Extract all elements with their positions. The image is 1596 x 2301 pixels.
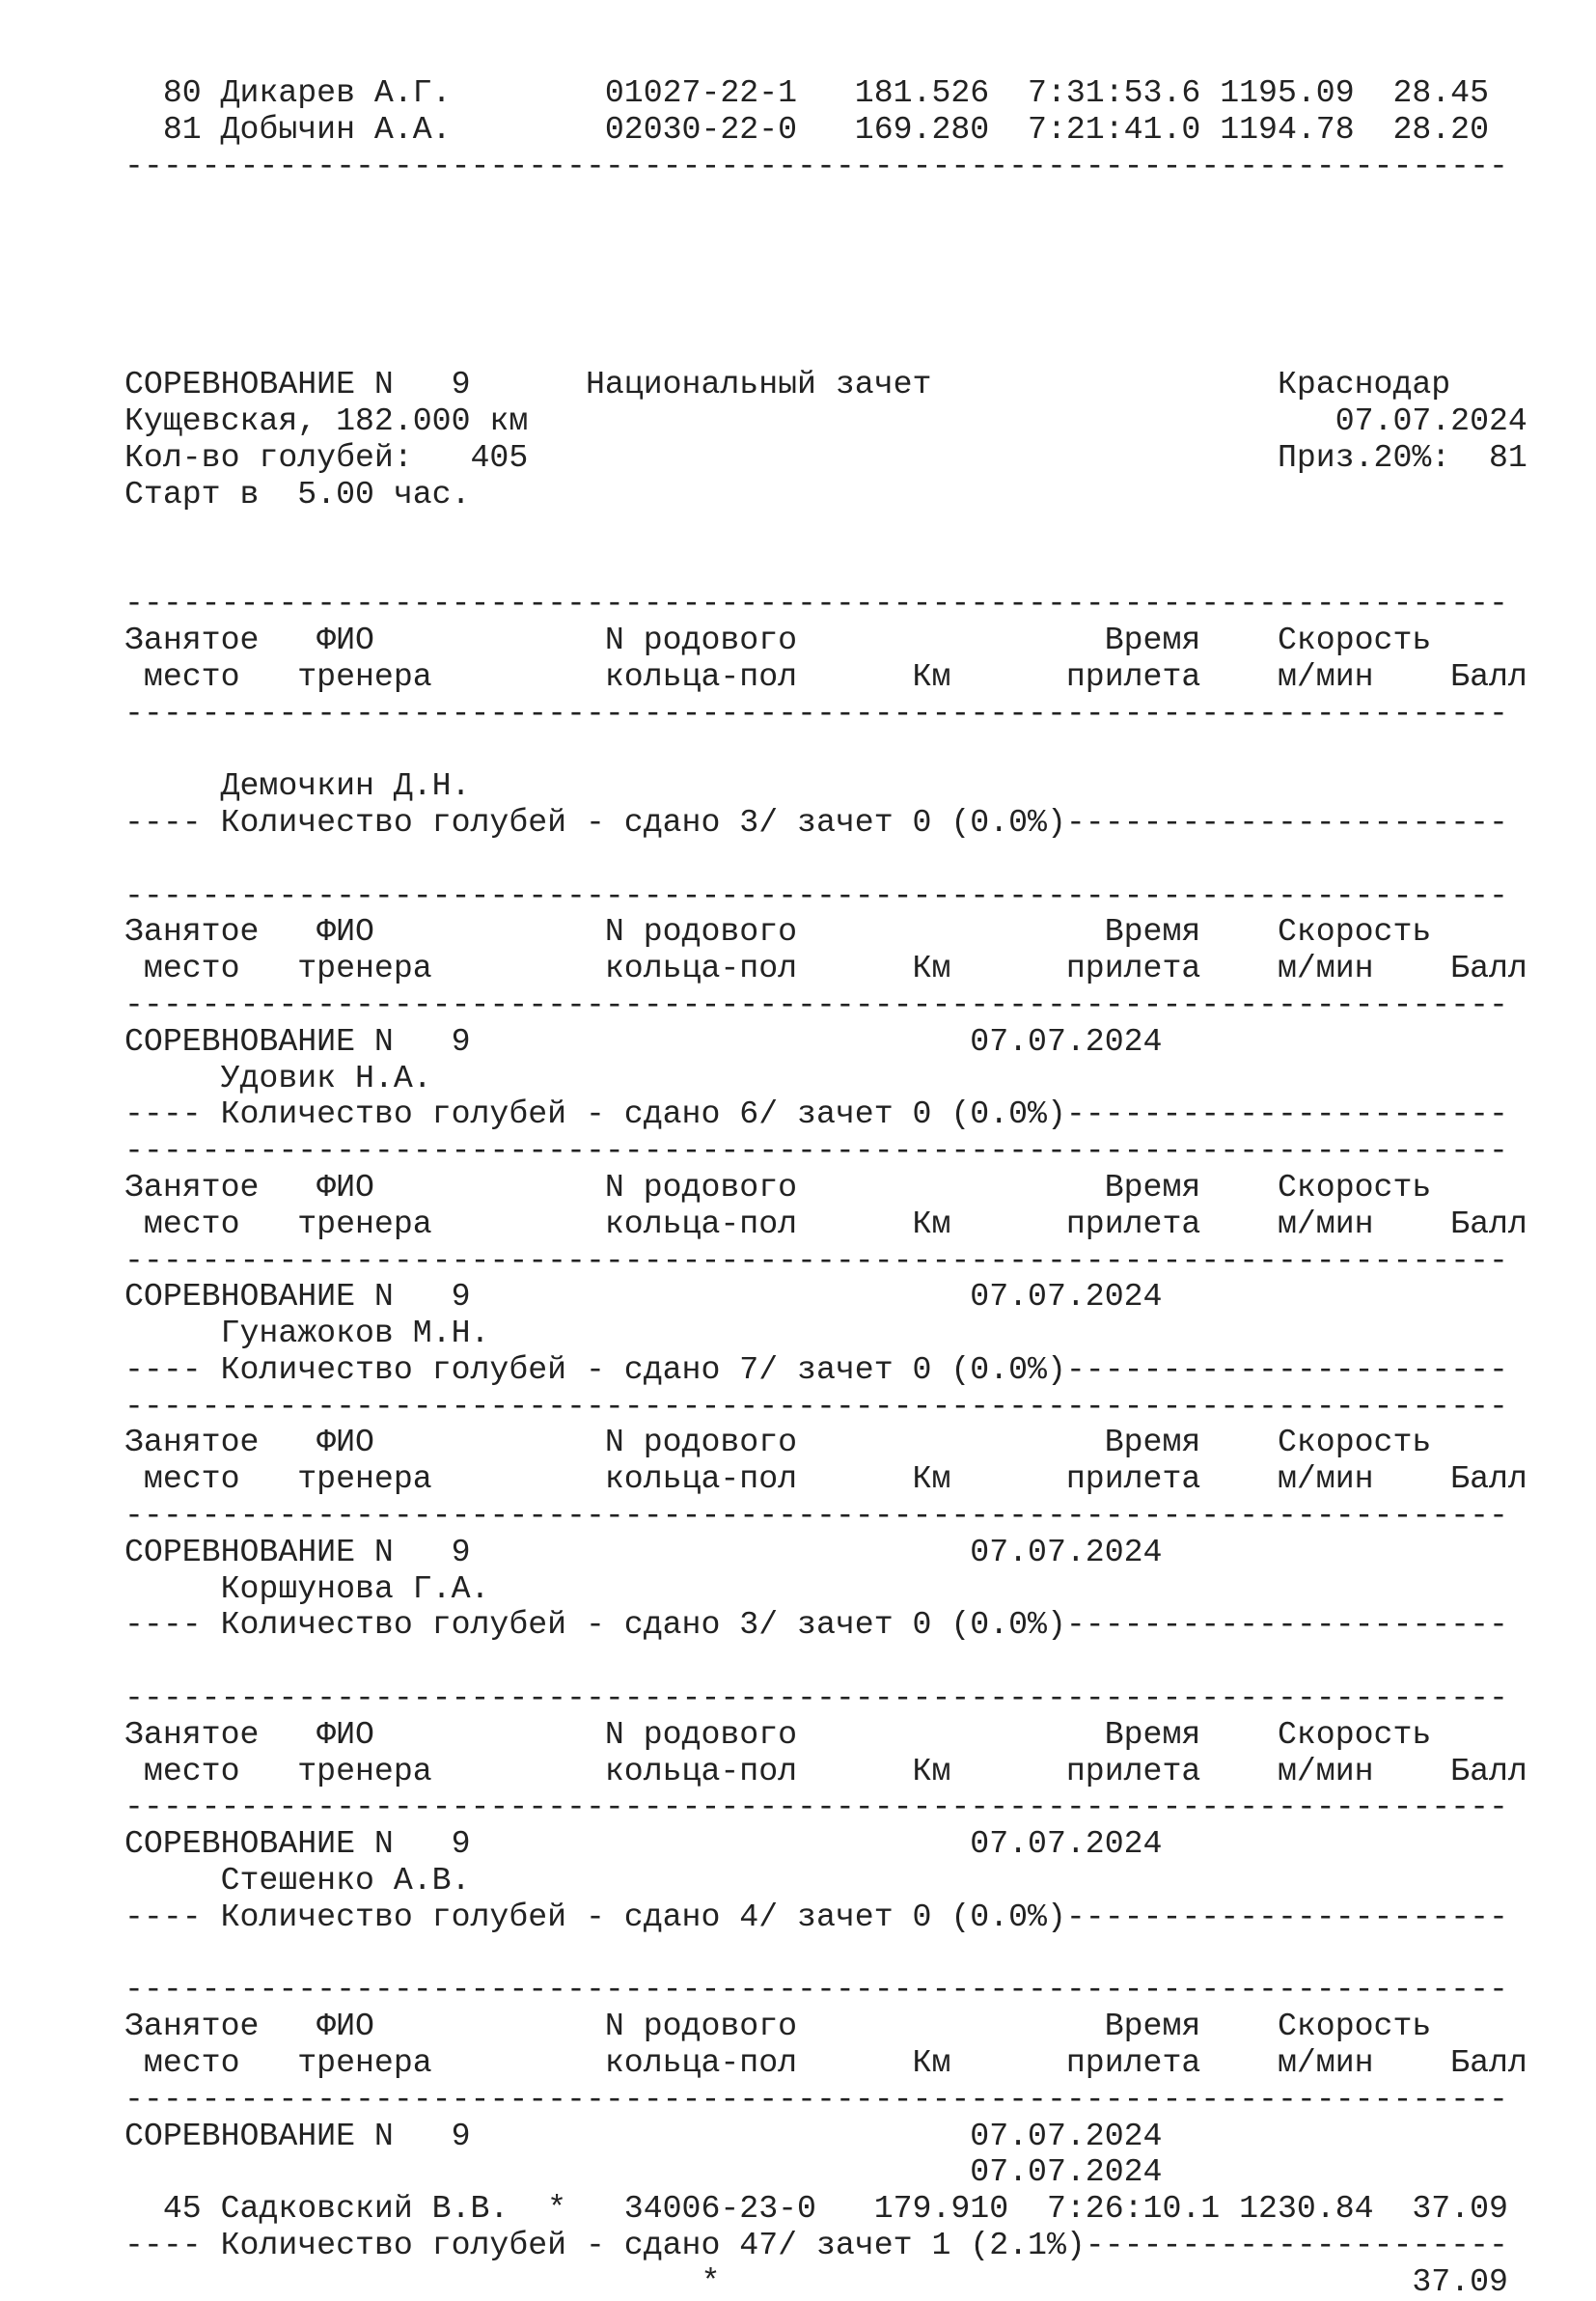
blank-line	[124, 842, 1533, 878]
separator-line: ------------------------------------------------------------------------	[124, 695, 1508, 732]
blank-line	[124, 184, 1533, 221]
column-header-line: Занятое ФИО N родового Время Скорость	[124, 2009, 1432, 2045]
competition-heading-line: СОРЕВНОВАНИЕ N 9 07.07.2024	[124, 1534, 1163, 1570]
competition-heading-line: Старт в 5.00 час.	[124, 476, 471, 513]
separator-line: ------------------------------------------------------------------------	[124, 1133, 1508, 1170]
column-header-line: место тренера кольца-пол Км прилета м/мин Балл	[124, 951, 1527, 987]
column-header-line: место тренера кольца-пол Км прилета м/мин Балл	[124, 1461, 1527, 1498]
separator-line: ------------------------------------------------------------------------	[124, 986, 1508, 1023]
separator-line: ------------------------------------------------------------------------	[124, 586, 1508, 623]
blank-line	[124, 732, 1533, 768]
blank-line	[124, 1644, 1533, 1680]
column-header-line: место тренера кольца-пол Км прилета м/мин Балл	[124, 1206, 1527, 1242]
column-header-line: место тренера кольца-пол Км прилета м/мин Балл	[124, 1753, 1527, 1789]
competition-heading-line: СОРЕВНОВАНИЕ N 9 07.07.2024	[124, 1023, 1163, 1060]
blank-line	[124, 549, 1533, 586]
pigeon-count-summary-line: ---- Количество голубей - сдано 47/ зачет 1 (2.1%)----------------------	[124, 2228, 1508, 2264]
column-header-line: место тренера кольца-пол Км прилета м/мин Балл	[124, 658, 1527, 695]
competition-heading-line: СОРЕВНОВАНИЕ N 9 07.07.2024	[124, 1826, 1163, 1863]
competition-heading-line: 07.07.2024	[124, 2154, 1163, 2191]
separator-line: ------------------------------------------------------------------------	[124, 877, 1508, 914]
pigeon-count-summary-line: ---- Количество голубей - сдано 3/ зачет 0 (0.0%)-----------------------	[124, 1607, 1508, 1644]
separator-line: ------------------------------------------------------------------------	[124, 2081, 1508, 2118]
blank-line	[124, 513, 1533, 550]
pigeon-count-summary-line: ---- Количество голубей - сдано 7/ зачет 0 (0.0%)-----------------------	[124, 1351, 1508, 1388]
pigeon-count-summary-line: ---- Количество голубей - сдано 3/ зачет 0 (0.0%)-----------------------	[124, 804, 1508, 841]
competition-heading-line: СОРЕВНОВАНИЕ N 9 07.07.2024	[124, 1279, 1163, 1316]
blank-line	[124, 331, 1533, 368]
score-total-line: * 37.09	[124, 2263, 1508, 2300]
column-header-line: Занятое ФИО N родового Время Скорость	[124, 1425, 1432, 1461]
separator-line: ------------------------------------------------------------------------	[124, 1388, 1508, 1425]
competition-heading-line: СОРЕВНОВАНИЕ N 9 07.07.2024	[124, 2118, 1163, 2154]
blank-line	[124, 1936, 1533, 1973]
column-header-line: Занятое ФИО N родового Время Скорость	[124, 1716, 1432, 1753]
column-header-line: место тренера кольца-пол Км прилета м/мин Балл	[124, 2045, 1527, 2082]
trainer-name-line: Демочкин Д.Н.	[124, 768, 471, 805]
competition-heading-line: СОРЕВНОВАНИЕ N 9 Национальный зачет Краснодар	[124, 367, 1451, 403]
column-header-line: Занятое ФИО N родового Время Скорость	[124, 1169, 1432, 1206]
separator-line: ------------------------------------------------------------------------	[124, 1972, 1508, 2009]
result-row: 80 Дикарев А.Г. 01027-22-1 181.526 7:31:53.6 1195.09 28.45	[124, 75, 1490, 111]
column-header-line: Занятое ФИО N родового Время Скорость	[124, 622, 1432, 658]
pigeon-count-summary-line: ---- Количество голубей - сдано 4/ зачет 0 (0.0%)-----------------------	[124, 1899, 1508, 1935]
competition-heading-line: Кущевская, 182.000 км 07.07.2024	[124, 403, 1527, 440]
trainer-name-line: Коршунова Г.А.	[124, 1570, 490, 1607]
trainer-name-line: Удовик Н.А.	[124, 1060, 432, 1096]
blank-line	[124, 221, 1533, 258]
trainer-name-line: Стешенко А.В.	[124, 1863, 471, 1899]
separator-line: ------------------------------------------------------------------------	[124, 1242, 1508, 1279]
separator-line: ------------------------------------------------------------------------	[124, 148, 1508, 184]
separator-line: ------------------------------------------------------------------------	[124, 1680, 1508, 1717]
blank-line	[124, 294, 1533, 331]
column-header-line: Занятое ФИО N родового Время Скорость	[124, 914, 1432, 951]
separator-line: ------------------------------------------------------------------------	[124, 1498, 1508, 1535]
result-row: 45 Садковский В.В. * 34006-23-0 179.910 7:26:10.1 1230.84 37.09	[124, 2191, 1508, 2228]
separator-line: ------------------------------------------------------------------------	[124, 1789, 1508, 1826]
result-row: 81 Добычин А.А. 02030-22-0 169.280 7:21:41.0 1194.78 28.20	[124, 111, 1490, 148]
trainer-name-line: Гунажоков М.Н.	[124, 1316, 490, 1352]
pigeon-count-summary-line: ---- Количество голубей - сдано 6/ зачет 0 (0.0%)-----------------------	[124, 1096, 1508, 1133]
blank-line	[124, 258, 1533, 294]
competition-heading-line: Кол-во голубей: 405 Приз.20%: 81	[124, 439, 1527, 476]
race-results-printout	[124, 75, 1533, 2301]
